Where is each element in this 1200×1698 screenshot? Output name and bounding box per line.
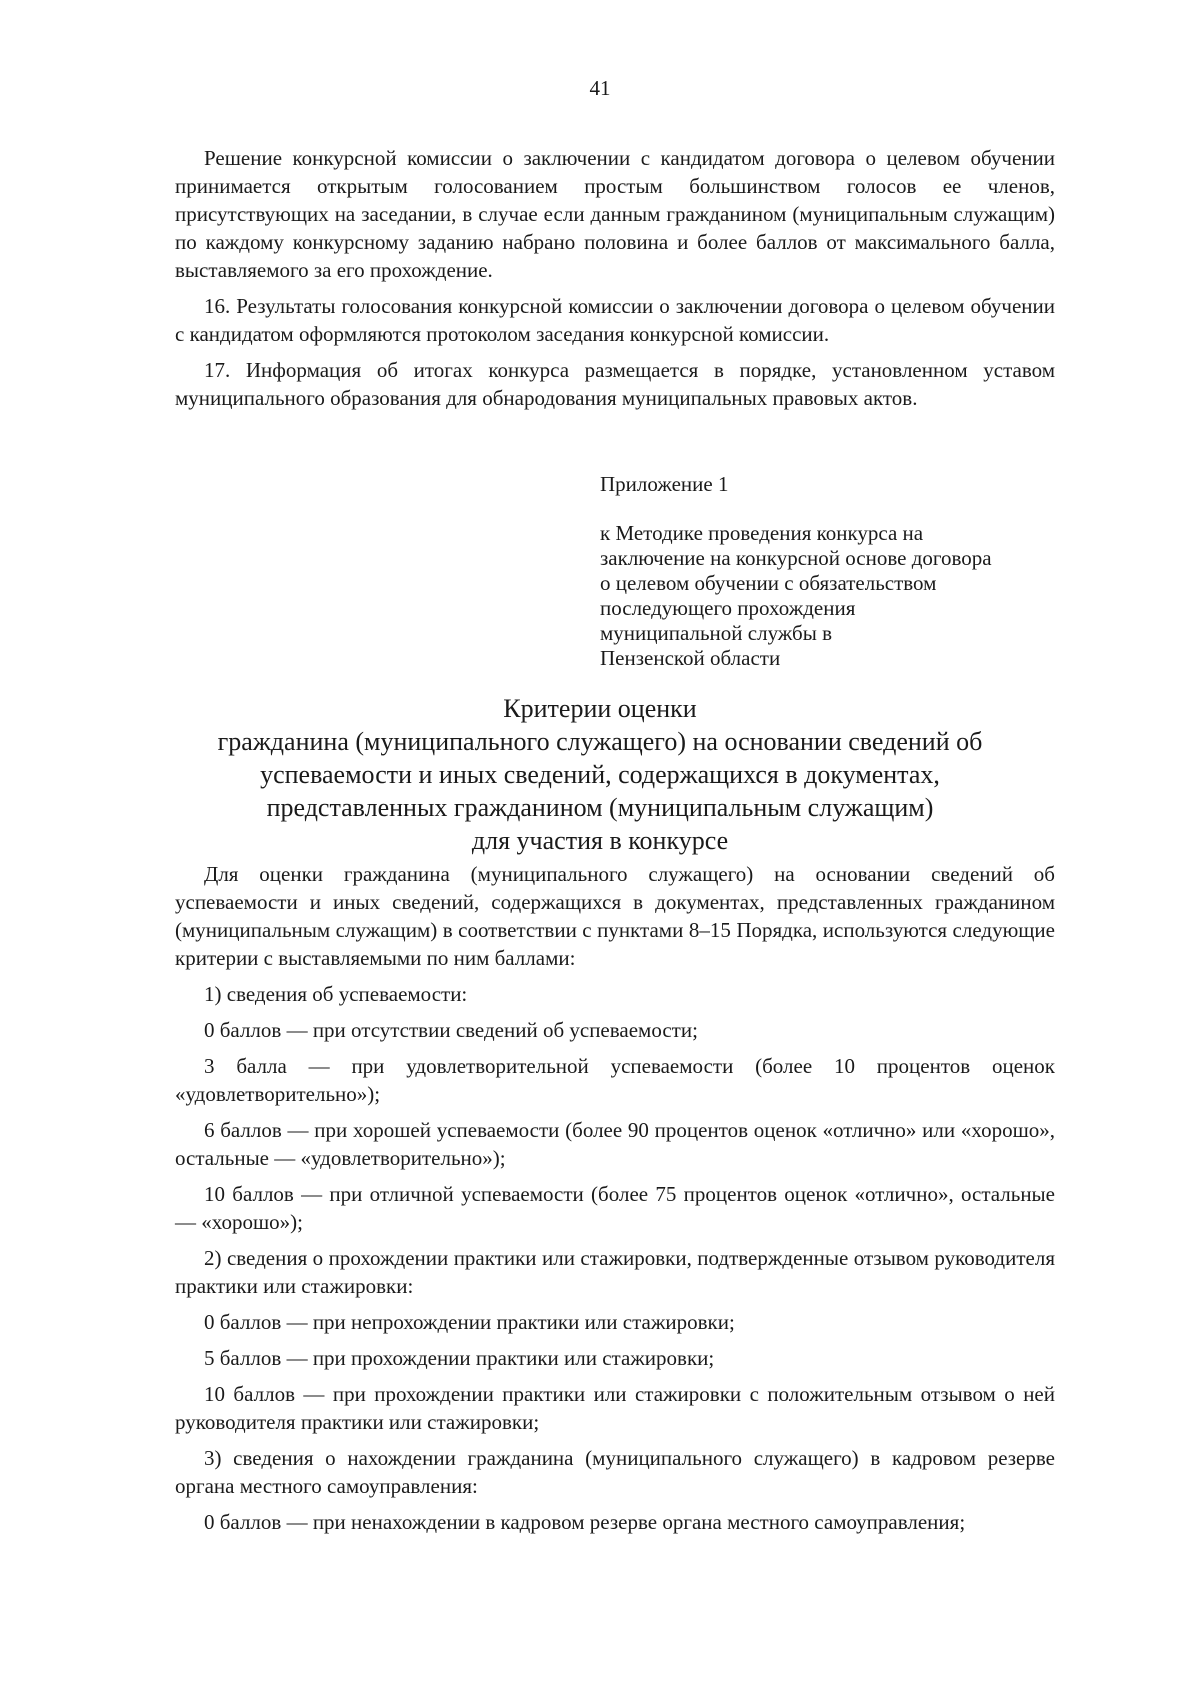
appendix-reference-line: Пензенской области — [600, 646, 781, 670]
top-paragraphs — [175, 144, 1055, 420]
criteria-title-line: для участия в конкурсе — [471, 826, 729, 855]
appendix-reference-line: муниципальной службы в — [600, 621, 832, 645]
appendix-reference-line: заключение на конкурсной основе договора — [600, 546, 992, 570]
criterion-score-line: 0 баллов — при непрохождении практики или стажировки; — [204, 1310, 735, 1334]
criterion-score-line: 0 баллов — при отсутствии сведений об успеваемости; — [204, 1018, 698, 1042]
criteria-title-line: успеваемости и иных сведений, содержащихся в документах, — [260, 760, 940, 789]
paragraph-commission-decision: Решение конкурсной комиссии о заключении с кандидатом договора о целевом обучении принимается открытым голосованием простым большинством голосов ее членов, присутствующих на заседании, в случае если данным гражданином (муниципальным служащим) по каждому конкурсному заданию набрано половина и более баллов от максимального балла, выставляемого за его прохождение. — [175, 146, 1055, 282]
criteria-title-line: представленных гражданином (муниципальным служащим) — [266, 793, 934, 822]
criterion-heading: 3) сведения о нахождении гражданина (муниципального служащего) в кадровом резерве органа местного самоуправления: — [175, 1446, 1055, 1498]
criterion-score-line: 10 баллов — при отличной успеваемости (более 75 процентов оценок «отлично», остальные — «хорошо»); — [175, 1182, 1055, 1234]
criteria-title — [140, 692, 1060, 857]
criterion-heading: 2) сведения о прохождении практики или стажировки, подтвержденные отзывом руководителя практики или стажировки: — [175, 1246, 1055, 1298]
criterion-score-line: 6 баллов — при хорошей успеваемости (более 90 процентов оценок «отлично» или «хорошо», остальные — «удовлетворительно»); — [175, 1118, 1055, 1170]
page-number: 41 — [589, 76, 611, 100]
appendix-reference — [600, 521, 1060, 671]
criteria-body — [175, 860, 1055, 1544]
criteria-title-line: Критерии оценки — [503, 694, 697, 723]
paragraph-criteria-intro: Для оценки гражданина (муниципального служащего) на основании сведений об успеваемости и иных сведений, содержащихся в документах, представленных гражданином (муниципальным служащим) в соответствии с пунктами 8–15 Порядка, используются следующие критерии с выставляемыми по ним баллами: — [175, 862, 1055, 970]
criterion-heading: 1) сведения об успеваемости: — [204, 982, 468, 1006]
criterion-score-line: 5 баллов — при прохождении практики или стажировки; — [204, 1346, 715, 1370]
appendix-title: Приложение 1 — [600, 472, 729, 496]
appendix-reference-line: о целевом обучении с обязательством — [600, 571, 937, 595]
appendix-reference-line: к Методике проведения конкурса на — [600, 521, 924, 545]
paragraph-16: 16. Результаты голосования конкурсной комиссии о заключении договора о целевом обучении с кандидатом оформляются протоколом заседания конкурсной комиссии. — [175, 294, 1055, 346]
paragraph-17: 17. Информация об итогах конкурса размещается в порядке, установленном уставом муниципального образования для обнародования муниципальных правовых актов. — [175, 358, 1055, 410]
appendix-reference-line: последующего прохождения — [600, 596, 856, 620]
criterion-score-line: 0 баллов — при ненахождении в кадровом резерве органа местного самоуправления; — [204, 1510, 966, 1534]
criterion-score-line: 3 балла — при удовлетворительной успеваемости (более 10 процентов оценок «удовлетворительно»); — [175, 1054, 1055, 1106]
criteria-title-line: гражданина (муниципального служащего) на основании сведений об — [217, 727, 983, 756]
criterion-score-line: 10 баллов — при прохождении практики или стажировки с положительным отзывом о ней руководителя практики или стажировки; — [175, 1382, 1055, 1434]
